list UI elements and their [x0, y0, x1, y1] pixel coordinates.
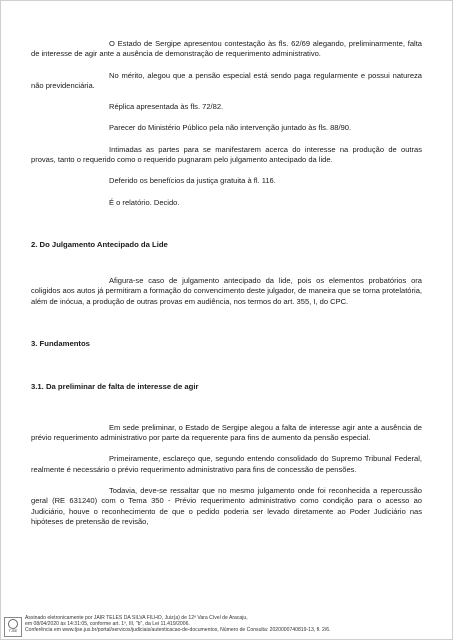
- verification-link[interactable]: Conferência em www.tjse.jus.br/portal/servicos/judiciais/autenticacao-de-documentos, Número de Consulta: 2020000740819-13, fl. 2/6.: [25, 627, 331, 634]
- paragraph-replica: Réplica apresentada às fls. 72/82.: [109, 102, 224, 112]
- section-heading-preliminar: 3.1. Da preliminar de falta de interesse de agir: [31, 381, 199, 391]
- paragraph-julgamento: Afigura-se caso de julgamento antecipado da lide, pois os elementos probatórios ora coligidos aos autos já permitiram a formação do convencimento deste julgador, de maneira que se torna protelatória, além de inócua, a produção de outras provas em audiência, nos termos do art. 355, I, do CPC.: [31, 275, 422, 306]
- paragraph-parecer: Parecer do Ministério Público pela não intervenção juntado às fls. 88/90.: [109, 123, 352, 133]
- signature-line-2: em 08/04/2020 às 14:31:05, conforme art. 1º, III, "b", da Lei 11.419/2006.: [25, 621, 190, 628]
- section-heading-fundamentos: 3. Fundamentos: [31, 338, 90, 348]
- signature-text: [25, 615, 445, 634]
- paragraph-merito: No mérito, alegou que a pensão especial está sendo paga regularmente e possui natureza não previdenciária.: [31, 70, 422, 90]
- section-heading-julgamento: 2. Do Julgamento Antecipado da Lide: [31, 239, 168, 249]
- paragraph-preliminar: Em sede preliminar, o Estado de Sergipe alegou a falta de interesse agir ante a ausência de prévio requerimento administrativo por parte da requerente para fins de aumento da pensão especial.: [31, 422, 422, 443]
- document-body: [31, 39, 422, 527]
- paragraph-primeiramente: Primeiramente, esclareço que, segundo entendo consolidado do Supremo Tribunal Federal, realmente é necessário o prévio requerimento administrativo para fins de concessão de pensões.: [31, 454, 422, 474]
- signature-footer: [1, 613, 453, 641]
- signature-line-1: Assinado eletronicamente por JAIR TELES DA SILVA FILHO, Juiz(a) de 12ª Vara Cível de Aracaju,: [25, 615, 248, 621]
- emblem-icon: [8, 619, 18, 629]
- paragraph-relatorio: É o relatório. Decido.: [109, 197, 180, 207]
- paragraph-todavia: Todavia, deve-se ressaltar que no mesmo julgamento onde foi reconhecida a repercussão geral (RE 631240) com o Tema 350 - Prévio requerimento administrativo como condição para o acesso ao Judiciário, houve o reconhecimento de que o pedido poderia ser levado diretamente ao Poder Judiciário nas hipóteses de pretensão de revisão,: [31, 486, 422, 526]
- paragraph-intimadas: Intimadas as partes para se manifestarem acerca do interesse na produção de outras provas, tanto o requerido como o requerido pugnaram pelo julgamento antecipado da lide.: [31, 144, 422, 165]
- seal-label: TJSE: [8, 629, 18, 633]
- paragraph-contestacao: O Estado de Sergipe apresentou contestação às fls. 62/69 alegando, preliminarmente, falta de interesse de agir ante a ausência de demonstração de requerimento administrativo.: [31, 39, 422, 59]
- paragraph-justica-gratuita: Deferido os benefícios da justiça gratuita à fl. 116.: [109, 176, 276, 186]
- court-seal: [4, 617, 22, 637]
